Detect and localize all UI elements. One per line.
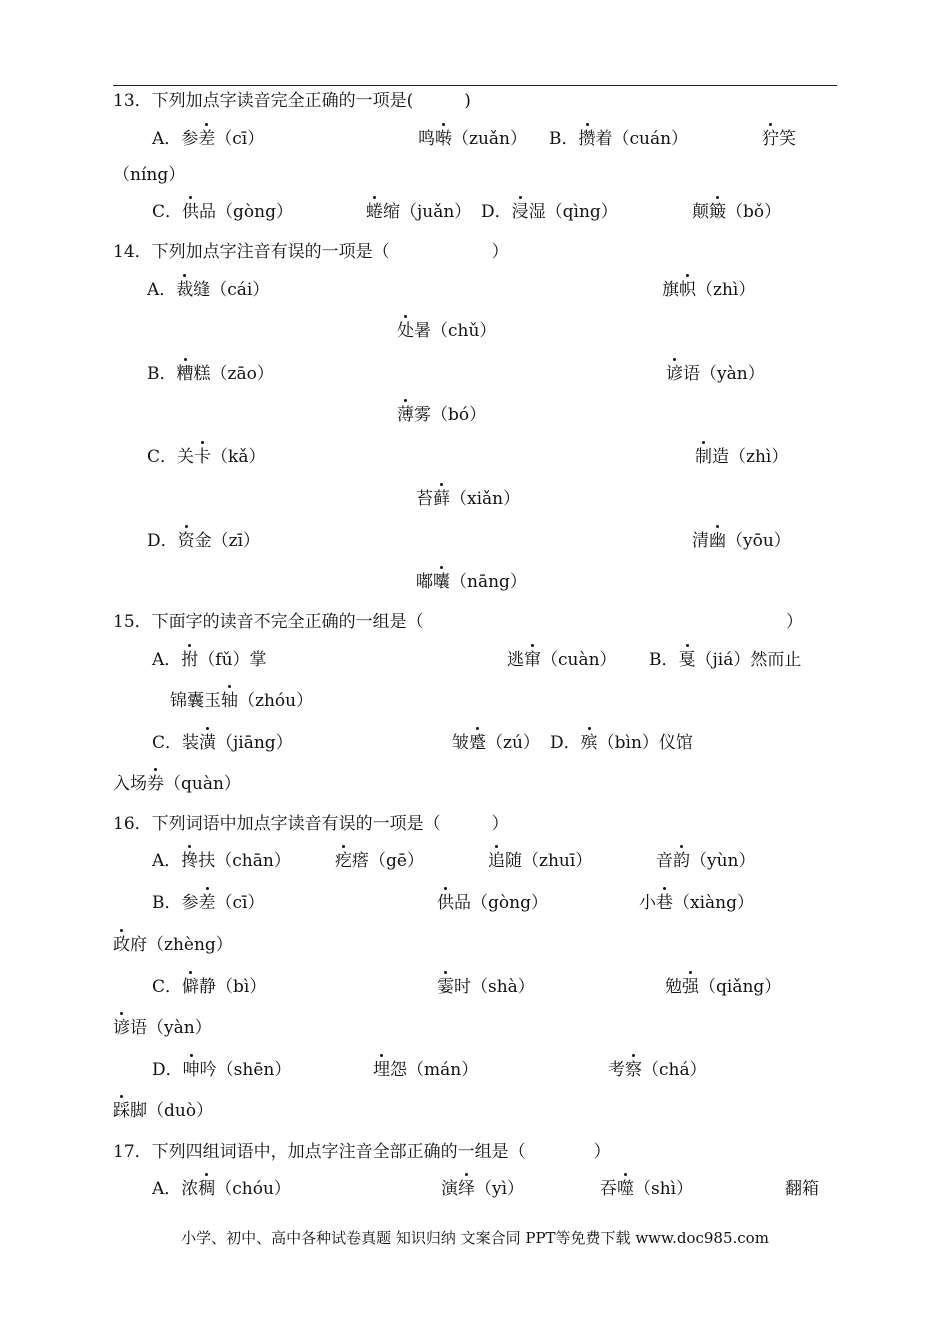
q16-option-a-word2: 疙瘩（gē） — [335, 851, 424, 871]
q14-option-a: A．裁缝（cái） — [147, 280, 270, 300]
q15-stem-close: ） — [786, 612, 803, 632]
q14-option-c-word2: 制造（zhì） — [695, 447, 789, 467]
q13-option-d: D．浸湿（qìng） — [481, 202, 618, 222]
q14-option-c-word3: 苔藓（xiǎn） — [416, 489, 521, 509]
q14-option-b: B．糟糕（zāo） — [147, 364, 274, 384]
q17-stem: 17．下列四组词语中，加点字注音全部正确的一组是（ ） — [113, 1142, 611, 1162]
q15-option-b-word2: 锦囊玉轴（zhóu） — [170, 691, 314, 711]
q13-option-a-word2: 鸣啭（zuǎn） — [418, 129, 527, 149]
q15-option-c: C．装潢（jiāng） — [152, 733, 293, 753]
q16-option-c-word4: 谚语（yàn） — [113, 1018, 212, 1038]
q13-stem: 13．下列加点字读音完全正确的一项是( ) — [113, 91, 471, 111]
q15-option-d: D．殡（bìn）仪馆 — [550, 733, 693, 753]
q15-option-a: A．拊（fǔ）掌 — [152, 650, 267, 670]
q14-stem: 14．下列加点字注音有误的一项是（ ） — [113, 242, 509, 262]
q15-option-a-word2: 逃窜（cuàn） — [507, 650, 617, 670]
q14-option-d: D．资金（zī） — [147, 531, 261, 551]
q13-option-c: C．供品（gòng） — [152, 202, 293, 222]
q14-option-a-word2: 旗帜（zhì） — [662, 280, 756, 300]
q15-option-c-word2: 皱蹙（zú） — [452, 733, 540, 753]
q16-option-a: A．搀扶（chān） — [152, 851, 291, 871]
q16-option-b: B．参差（cī） — [152, 893, 265, 913]
q15-stem: 15．下面字的读音不完全正确的一组是（ — [113, 612, 424, 632]
q13-option-c-word2: 蜷缩（juǎn） — [366, 202, 472, 222]
q17-option-a-word3: 吞噬（shì） — [600, 1179, 694, 1199]
page-footer: 小学、初中、高中各种试卷真题 知识归纳 文案合同 PPT等免费下载 www.doc985.com — [181, 1229, 769, 1247]
q16-option-d-word4: 踩脚（duò） — [113, 1101, 214, 1121]
q16-option-d-word2: 埋怨（mán） — [373, 1060, 479, 1080]
q17-option-a: A．浓稠（chóu） — [152, 1179, 291, 1199]
q13-option-b-word2: 狞笑 — [762, 129, 796, 149]
q16-stem: 16．下列词语中加点字读音有误的一项是（ ） — [113, 814, 509, 834]
q14-option-a-word3: 处暑（chǔ） — [397, 321, 497, 341]
q14-option-b-word2: 谚语（yàn） — [666, 364, 765, 384]
q16-option-a-word3: 追随（zhuī） — [488, 851, 593, 871]
q14-option-c: C．关卡（kǎ） — [147, 447, 266, 467]
header-rule — [113, 85, 837, 86]
q15-option-d-word2: 入场券（quàn） — [113, 774, 241, 794]
q17-option-a-word2: 演绎（yì） — [441, 1179, 525, 1199]
q14-option-d-word2: 清幽（yōu） — [692, 531, 791, 551]
q13-option-d-word2: 颠簸（bǒ） — [692, 202, 782, 222]
q17-option-a-word4: 翻箱 — [785, 1179, 819, 1199]
q14-option-d-word3: 嘟囔（nāng） — [416, 572, 527, 592]
q16-option-c-word3: 勉强（qiǎng） — [665, 977, 782, 997]
q16-option-d: D．呻吟（shēn） — [152, 1060, 292, 1080]
q15-option-b: B．戛（jiá）然而止 — [649, 650, 802, 670]
q13-option-b-pinyin: （níng） — [113, 165, 186, 185]
q16-option-a-word4: 音韵（yùn） — [656, 851, 756, 871]
q14-option-b-word3: 薄雾（bó） — [397, 405, 487, 425]
q16-option-c-word2: 霎时（shà） — [437, 977, 535, 997]
q16-option-b-word4: 政府（zhèng） — [113, 935, 233, 955]
q16-option-b-word3: 小巷（xiàng） — [639, 893, 754, 913]
q16-option-b-word2: 供品（gòng） — [437, 893, 548, 913]
q16-option-d-word3: 考察（chá） — [608, 1060, 707, 1080]
q13-option-a: A．参差（cī） — [152, 129, 265, 149]
q16-option-c: C．僻静（bì） — [152, 977, 267, 997]
q13-option-b: B．攒着（cuán） — [549, 129, 689, 149]
